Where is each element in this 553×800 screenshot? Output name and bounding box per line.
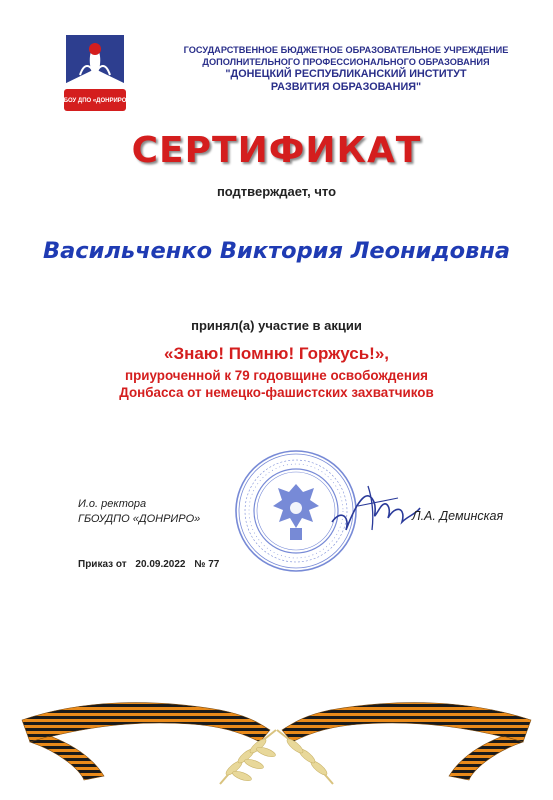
signer-name: Л.А. Деминская: [412, 509, 504, 523]
action-description-line-2: Донбасса от немецко-фашистских захватчиков: [119, 385, 434, 400]
logo-caption: ГБОУ ДПО «ДОНРИРО»: [60, 98, 130, 104]
organization-name: [150, 44, 542, 94]
signer-role: [78, 497, 200, 527]
signer-role-line-1: И.о. ректора: [78, 498, 147, 510]
recipient-name: Васильченко Виктория Леонидовна: [42, 238, 511, 264]
certificate-title: СЕРТИФИКАТ: [131, 130, 422, 171]
action-name: «Знаю! Помню! Горжусь!»,: [163, 344, 390, 363]
order-reference: [78, 559, 225, 570]
order-prefix: Приказ от: [78, 559, 127, 570]
st-george-ribbon-icon: [20, 680, 533, 790]
order-date: 20.09.2022: [135, 559, 186, 570]
signer-role-line-2: ГБОУДПО «ДОНРИРО»: [78, 513, 201, 525]
institute-logo-icon: [58, 35, 132, 115]
org-line-1: ГОСУДАРСТВЕННОЕ БЮДЖЕТНОЕ ОБРАЗОВАТЕЛЬНОЕ УЧРЕЖДЕНИЕ: [183, 45, 509, 55]
handwritten-signature-icon: [328, 478, 423, 538]
participation-text: принял(а) участие в акции: [191, 318, 362, 333]
confirm-text: подтверждает, что: [216, 184, 337, 199]
org-line-3: "ДОНЕЦКИЙ РЕСПУБЛИКАНСКИЙ ИНСТИТУТ: [225, 68, 467, 80]
org-line-4: РАЗВИТИЯ ОБРАЗОВАНИЯ": [270, 81, 422, 93]
action-description-line-1: приуроченной к 79 годовщине освобождения: [125, 368, 428, 383]
org-line-2: ДОПОЛНИТЕЛЬНОГО ПРОФЕССИОНАЛЬНОГО ОБРАЗОВАНИЯ: [202, 57, 490, 67]
order-number: № 77: [194, 559, 220, 570]
